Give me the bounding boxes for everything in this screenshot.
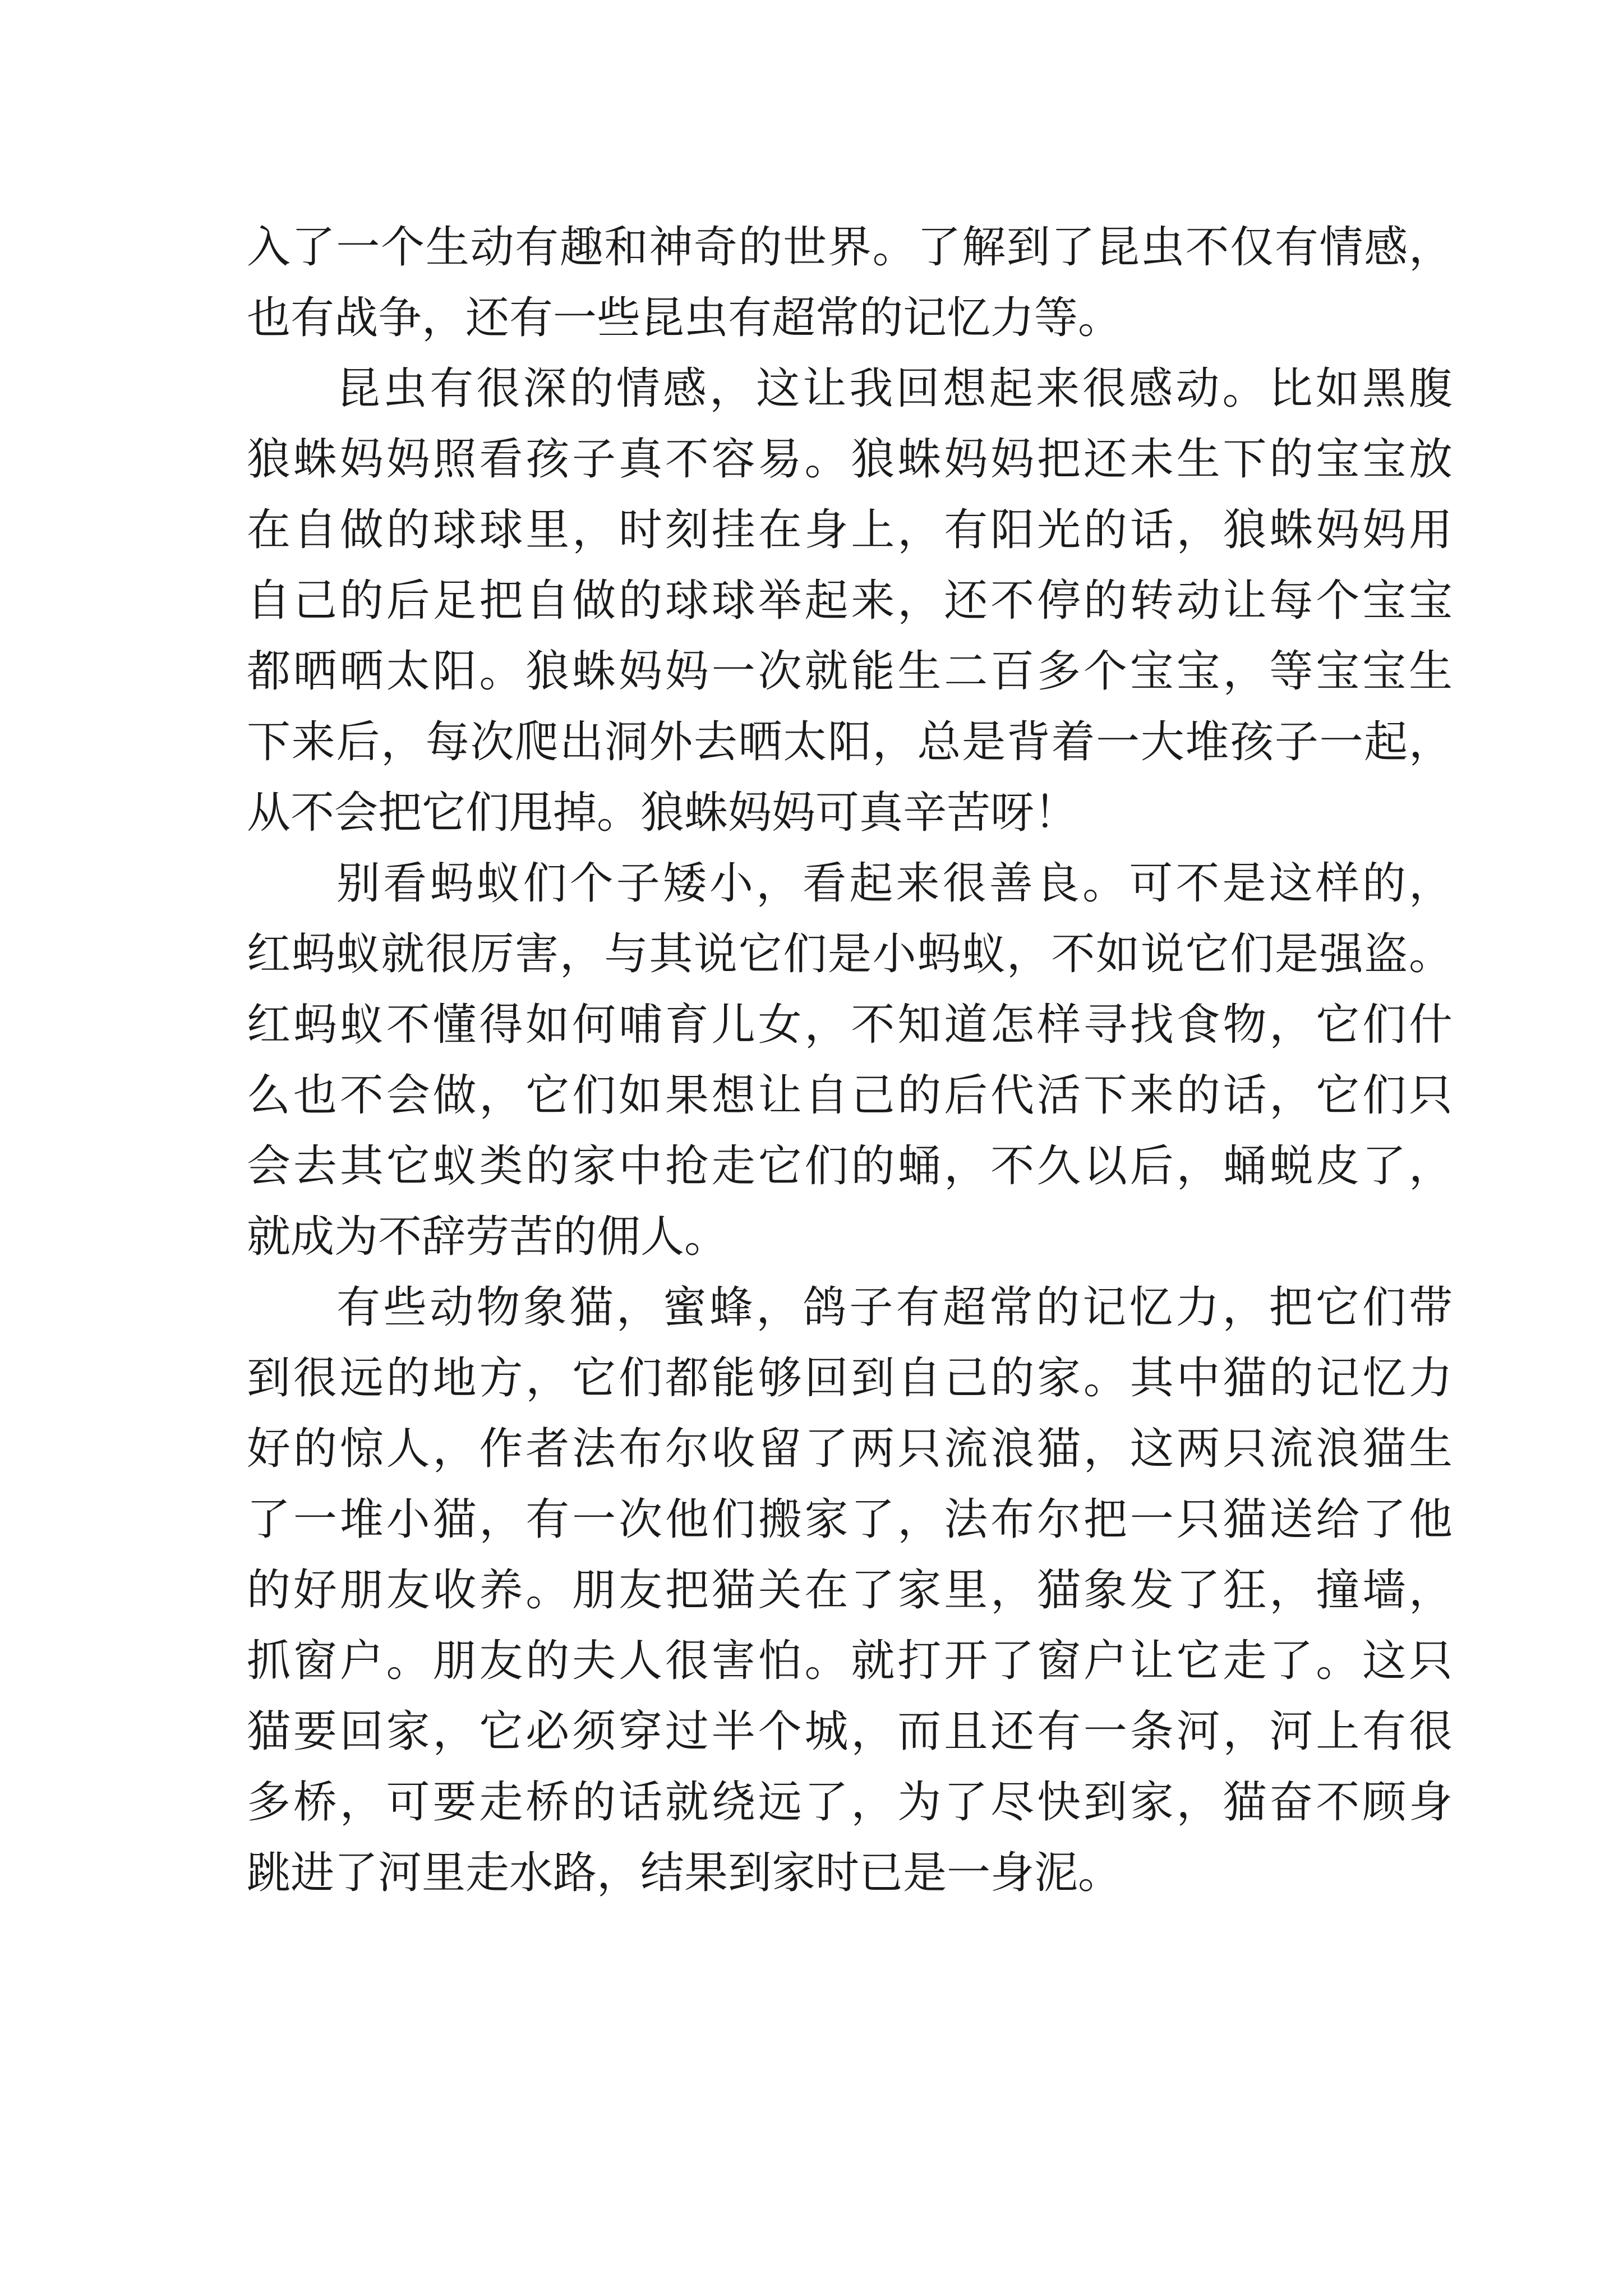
text-line: 入了一个生动有趣和神奇的世界。了解到了昆虫不仅有情感， (247, 222, 1453, 273)
paragraph-first-line: 别看蚂蚁们个子矮小，看起来很善良。可不是这样的， (336, 858, 1453, 909)
text-line: 到很远的地方，它们都能够回到自己的家。其中猫的记忆力 (247, 1353, 1453, 1404)
text-line: 红蚂蚁不懂得如何哺育儿女，不知道怎样寻找食物，它们什 (247, 1000, 1453, 1050)
paragraph-first-line: 昆虫有很深的情感，这让我回想起来很感动。比如黑腹 (336, 364, 1453, 414)
text-line: 就成为不辞劳苦的佣人。 (247, 1212, 728, 1262)
text-line: 下来后，每次爬出洞外去晒太阳，总是背着一大堆孩子一起， (247, 717, 1453, 767)
essay-body (247, 212, 1453, 1908)
text-line: 么也不会做，它们如果想让自己的后代活下来的话，它们只 (247, 1070, 1453, 1121)
text-line: 抓窗户。朋友的夫人很害怕。就打开了窗户让它走了。这只 (247, 1636, 1453, 1686)
text-line: 从不会把它们甩掉。狼蛛妈妈可真辛苦呀！ (247, 788, 1078, 838)
text-line: 了一堆小猫，有一次他们搬家了，法布尔把一只猫送给了他 (247, 1494, 1453, 1545)
text-line: 红蚂蚁就很厉害，与其说它们是小蚂蚁，不如说它们是强盗。 (247, 929, 1453, 979)
text-line: 在自做的球球里，时刻挂在身上，有阳光的话，狼蛛妈妈用 (247, 505, 1453, 555)
text-line: 狼蛛妈妈照看孩子真不容易。狼蛛妈妈把还未生下的宝宝放 (247, 434, 1453, 485)
paragraph-first-line: 有些动物象猫，蜜蜂，鸽子有超常的记忆力，把它们带 (336, 1282, 1453, 1333)
text-line: 的好朋友收养。朋友把猫关在了家里，猫象发了狂，撞墙， (247, 1565, 1453, 1616)
text-line: 跳进了河里走水路，结果到家时已是一身泥。 (247, 1848, 1122, 1898)
text-line: 都晒晒太阳。狼蛛妈妈一次就能生二百多个宝宝，等宝宝生 (247, 646, 1453, 697)
text-line: 会去其它蚁类的家中抢走它们的蛹，不久以后，蛹蜕皮了， (247, 1141, 1453, 1191)
text-line: 自己的后足把自做的球球举起来，还不停的转动让每个宝宝 (247, 576, 1453, 626)
text-line: 好的惊人，作者法布尔收留了两只流浪猫，这两只流浪猫生 (247, 1424, 1453, 1474)
text-line: 猫要回家，它必须穿过半个城，而且还有一条河，河上有很 (247, 1706, 1453, 1757)
text-line: 也有战争，还有一些昆虫有超常的记忆力等。 (247, 293, 1122, 343)
text-line: 多桥，可要走桥的话就绕远了，为了尽快到家，猫奋不顾身 (247, 1777, 1453, 1828)
